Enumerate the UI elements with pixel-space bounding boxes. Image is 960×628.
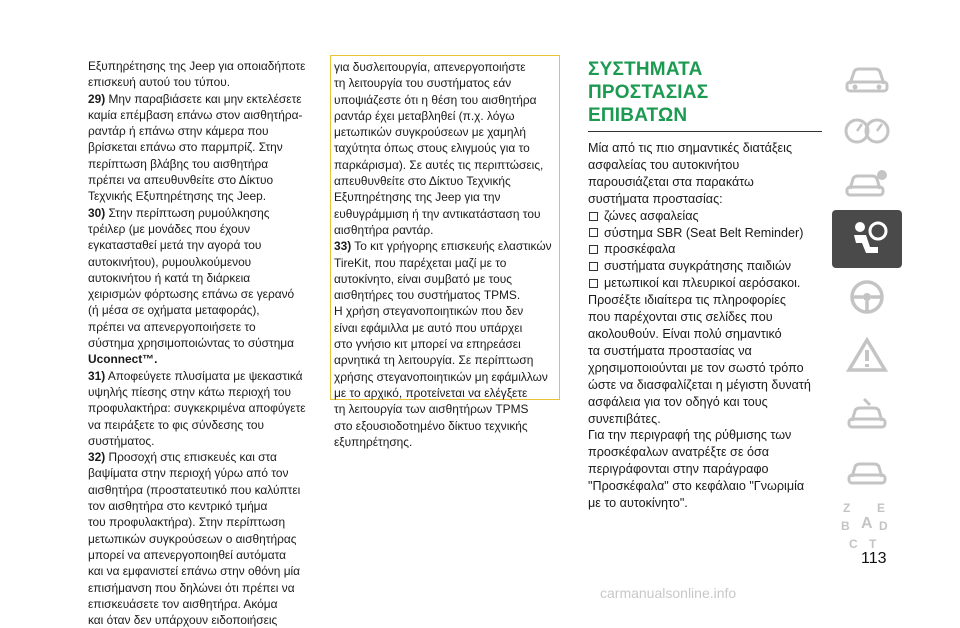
line-text: Η χρήση στεγανοποιητικών που δεν <box>334 304 524 319</box>
bullet-square-icon <box>589 212 598 221</box>
column-three <box>588 58 824 512</box>
line-text: αυτοκινήτου ή κατά τη διάρκεια <box>88 270 251 285</box>
body-line: Προσέξτε ιδιαίτερα τις πληροφορίες <box>588 293 786 308</box>
bullet-list <box>588 208 824 293</box>
line-text: να πειράξετε το φις σύνδεσης του <box>88 417 265 432</box>
text-line <box>334 222 556 238</box>
bullet-square-icon <box>589 228 598 237</box>
text-line <box>88 433 320 449</box>
body-paragraph <box>588 292 824 512</box>
text-line <box>334 238 556 254</box>
warning-triangle-icon[interactable] <box>832 326 902 384</box>
text-line <box>88 123 320 139</box>
section-title-line2: ΕΠΙΒΑΤΩΝ <box>588 105 688 126</box>
text-line <box>88 270 320 286</box>
text-line <box>88 482 320 498</box>
text-line <box>334 401 556 417</box>
text-line <box>88 58 320 74</box>
text-line <box>88 91 320 107</box>
line-text: Εξυπηρέτησης της Jeep για οποιαδήποτε <box>88 59 306 73</box>
line-text: πρέπει να απενεργοποιήσετε το <box>88 319 256 334</box>
line-text: τη λειτουργία των αισθητήρων TPMS <box>334 402 529 417</box>
body-line: ασφάλεια για τον οδηγό και τους <box>588 394 768 409</box>
alphabet-letter: D <box>879 519 888 533</box>
note-number: 29) <box>88 91 106 106</box>
text-line <box>334 92 556 108</box>
text-line <box>88 237 320 253</box>
bullet-text: συστήματα συγκράτησης παιδιών <box>604 259 792 274</box>
alphabet-letter: T <box>869 537 877 551</box>
text-line <box>88 335 320 351</box>
line-text: Το κιτ γρήγορης επισκευής ελαστικών <box>351 239 552 254</box>
text-line <box>88 531 320 547</box>
line-text: ευθυγράμμιση ή την αντικατάσταση του <box>334 206 541 221</box>
intro-line: παρουσιάζεται στα παρακάτω <box>588 174 754 189</box>
bullet-item <box>588 208 824 225</box>
text-line <box>334 287 556 303</box>
line-text: σύστημα χρησιμοποιώντας το σύστημα <box>88 336 295 351</box>
line-text: μπορεί να απενεργοποιηθεί αυτόματα <box>88 547 286 562</box>
line-text: επισκευή αυτού του τύπου. <box>88 75 231 90</box>
text-line <box>88 563 320 579</box>
text-line <box>334 369 556 385</box>
text-line <box>334 271 556 287</box>
bullet-square-icon <box>589 245 598 254</box>
text-line <box>334 434 556 450</box>
text-line <box>88 612 320 628</box>
line-text: εγκατασταθεί μετά την αγορά του <box>88 238 262 253</box>
line-text: βαψίματα στην περιοχή γύρω από τον <box>88 466 289 481</box>
text-line <box>334 75 556 91</box>
text-line <box>88 417 320 433</box>
text-line <box>334 303 556 319</box>
line-text: (ή μέσα σε οχήματα μεταφοράς), <box>88 303 260 318</box>
section-title <box>588 58 824 127</box>
body-line: ώστε να διασφαλίζεται η μέγιστη δυνατή <box>588 377 811 392</box>
car-data-icon[interactable] <box>832 442 902 500</box>
text-line <box>334 255 556 271</box>
text-line <box>334 418 556 434</box>
line-text: καμία επέμβαση επάνω στον αισθητήρα- <box>88 107 303 122</box>
line-text: υποψιάζεστε ότι η θέση του αισθητήρα <box>334 92 537 107</box>
text-line <box>88 514 320 530</box>
body-line: προσκέφαλων ανατρέξτε σε όσα <box>588 445 770 460</box>
line-text: αρνητικά τη λειτουργία. Σε περίπτωση <box>334 353 534 368</box>
bullet-square-icon <box>589 279 598 288</box>
note-number: 33) <box>334 239 352 254</box>
bullet-item <box>588 275 824 292</box>
line-text: για δυσλειτουργία, απενεργοποιήστε <box>334 60 526 74</box>
line-text: Τεχνικής Εξυπηρέτησης της Jeep. <box>88 189 267 204</box>
body-line: ακολουθούν. Είναι πολύ σημαντικό <box>588 326 782 341</box>
line-text: μετωπικών συγκρούσεων ο αισθητήρας <box>88 531 297 546</box>
alphabet-letter: C <box>849 537 858 551</box>
text-line <box>334 124 556 140</box>
line-text: πρέπει να απευθυνθείτε στο Δίκτυο <box>88 173 274 188</box>
text-line <box>88 172 320 188</box>
line-text: και να εμφανιστεί επάνω στην οθόνη μία <box>88 564 301 579</box>
line-text: χρήσης στεγανοποιητικών μη εφάμιλλων <box>334 369 548 384</box>
body-line: Για την περιγραφή της ρύθμισης των <box>588 428 792 443</box>
column-two-note-box <box>330 55 560 449</box>
text-line <box>334 173 556 189</box>
page-number: 113 <box>861 550 887 567</box>
line-text: Εξυπηρέτησης της Jeep για την <box>334 190 501 205</box>
text-line <box>334 320 556 336</box>
bullet-text: προσκέφαλα <box>604 242 676 257</box>
line-text: είναι εφάμιλλα με αυτό που υπάρχει <box>334 320 523 335</box>
text-line <box>334 157 556 173</box>
alphabet-letter: A <box>861 515 873 532</box>
car-front-icon[interactable] <box>832 50 902 108</box>
text-line <box>88 384 320 400</box>
body-line: με το αυτοκίνητο". <box>588 496 688 511</box>
line-text: αισθητήρα ραντάρ. <box>334 222 434 237</box>
text-line <box>88 156 320 172</box>
section-title-line1: ΣΥΣΤΗΜΑΤΑ ΠΡΟΣΤΑΣΙΑΣ <box>588 59 709 103</box>
text-line <box>334 385 556 401</box>
line-text: μετωπικών συγκρούσεων με χαμηλή <box>334 125 527 140</box>
bullet-square-icon <box>589 262 598 271</box>
line-text: υψηλής πίεσης στην κάτω περιοχή του <box>88 384 292 399</box>
line-text: τον αισθητήρα στο κεντρικό τμήμα <box>88 499 268 514</box>
line-text: αισθητήρα (προστατευτικό που καλύπτει <box>88 482 301 497</box>
note-number: 30) <box>88 205 106 220</box>
intro-line: ασφαλείας του αυτοκινήτου <box>588 157 740 172</box>
line-text: περίπτωση βλάβης του αισθητήρα <box>88 156 269 171</box>
bullet-text: μετωπικοί και πλευρικοί αερόσακοι. <box>604 276 801 291</box>
text-line <box>334 352 556 368</box>
line-text: τρέιλερ (με μονάδες που έχουν <box>88 221 251 236</box>
line-text: Μην παραβιάσετε και μην εκτελέσετε <box>105 91 302 106</box>
body-line: περιγράφονται στην παράγραφο <box>588 462 769 477</box>
text-line <box>334 336 556 352</box>
text-line <box>88 221 320 237</box>
line-text: και όταν δεν υπάρχουν ειδοποιήσεις <box>88 613 278 628</box>
line-text: επισήμανση που δηλώνει ότι πρέπει να <box>88 580 295 595</box>
intro-line: συστήματα προστασίας: <box>588 191 723 206</box>
line-text: του προφυλακτήρα). Στην περίπτωση <box>88 515 286 530</box>
text-line <box>88 351 320 367</box>
line-text: στο εξουσιοδοτημένο δίκτυο τεχνικής <box>334 418 528 433</box>
line-text: παρκάρισμα). Σε αυτές τις περιπτώσεις, <box>334 157 544 172</box>
text-line <box>88 286 320 302</box>
line-text: εξυπηρέτησης. <box>334 434 413 449</box>
bullet-item <box>588 258 824 275</box>
bullet-text: σύστημα SBR (Seat Belt Reminder) <box>604 225 804 240</box>
title-divider <box>588 131 822 132</box>
text-line <box>88 449 320 465</box>
text-line <box>88 74 320 90</box>
text-line <box>88 139 320 155</box>
line-text: Αποφεύγετε πλυσίματα με ψεκαστικά <box>105 368 303 383</box>
car-key-icon[interactable] <box>832 154 902 212</box>
text-line <box>88 302 320 318</box>
text-line <box>88 400 320 416</box>
line-text: χειρισμών φόρτωσης επάνω σε γερανό <box>88 287 295 302</box>
note-number: 32) <box>88 450 106 465</box>
line-text: τη λειτουργία του συστήματος εάν <box>334 76 512 91</box>
line-text: συστήματος. <box>88 433 155 448</box>
line-text: Στην περίπτωση ρυμούλκησης <box>105 205 270 220</box>
dashboard-gauges-icon[interactable] <box>832 102 902 160</box>
text-line <box>88 547 320 563</box>
body-line: "Προσκέφαλα" στο κεφάλαιο "Γνωριμία <box>588 479 805 494</box>
alphabet-letter: B <box>841 519 850 533</box>
text-line <box>88 319 320 335</box>
note-number: Uconnect™. <box>88 352 158 367</box>
line-text: βρίσκεται επάνω στο παρμπρίζ. Στην <box>88 140 283 155</box>
seat-airbag-icon[interactable] <box>832 210 902 268</box>
text-line <box>88 368 320 384</box>
body-line: συνεπιβάτες. <box>588 411 661 426</box>
alphabet-index-icon[interactable] <box>832 496 902 554</box>
bullet-item <box>588 225 824 242</box>
text-line <box>88 188 320 204</box>
alphabet-letter: E <box>877 501 886 515</box>
line-text: αυτοκίνητο, είναι συμβατό με τους <box>334 271 512 286</box>
text-line <box>88 205 320 221</box>
text-line <box>334 140 556 156</box>
bullet-text: ζώνες ασφαλείας <box>604 208 699 223</box>
line-text: αισθητήρες του συστήματος TPMS. <box>334 288 521 303</box>
text-line <box>88 107 320 123</box>
line-text: Προσοχή στις επισκευές και στα <box>105 450 277 465</box>
line-text: ραντάρ έχει μεταβληθεί (π.χ. λόγω <box>334 108 515 123</box>
note-number: 31) <box>88 368 106 383</box>
line-text: προφυλακτήρα: συγκεκριμένα αποφύγετε <box>88 401 306 416</box>
body-line: χρησιμοποιούνται με τον σωστό τρόπο <box>588 360 804 375</box>
text-line <box>88 498 320 514</box>
footer-watermark: carmanualsonline.info <box>600 585 737 601</box>
line-text: με το αρχικό, προτείνεται να ελέγξετε <box>334 385 528 400</box>
body-line: που παρέχονται στις σελίδες που <box>588 310 773 325</box>
column-one <box>88 58 320 628</box>
alphabet-letter: Z <box>843 501 851 515</box>
text-line <box>334 189 556 205</box>
steering-wheel-icon[interactable] <box>832 268 902 326</box>
line-text: ταχύτητα όπως στους ελιγμούς για το <box>334 141 530 156</box>
intro-line: Μία από τις πιο σημαντικές διατάξεις <box>588 141 793 155</box>
text-line <box>334 206 556 222</box>
wrench-car-icon[interactable] <box>832 384 902 442</box>
bullet-item <box>588 241 824 258</box>
chapter-sidebar <box>832 50 904 550</box>
text-line <box>88 580 320 596</box>
line-text: απευθυνθείτε στο Δίκτυο Τεχνικής <box>334 174 511 189</box>
text-line <box>88 465 320 481</box>
line-text: στο γνήσιο κιτ μπορεί να επηρεάσει <box>334 337 521 352</box>
line-text: TireKit, που παρέχεται μαζί με το <box>334 255 507 270</box>
line-text: αυτοκινήτου), ρυμουλκούμενου <box>88 254 252 269</box>
text-line <box>334 59 556 75</box>
text-line <box>334 108 556 124</box>
body-line: τα συστήματα προστασίας να <box>588 343 752 358</box>
intro-paragraph <box>588 140 824 208</box>
text-line <box>88 254 320 270</box>
line-text: επισκευάσετε τον αισθητήρα. Ακόμα <box>88 596 278 611</box>
line-text: ραντάρ ή επάνω στην κάμερα που <box>88 124 269 139</box>
